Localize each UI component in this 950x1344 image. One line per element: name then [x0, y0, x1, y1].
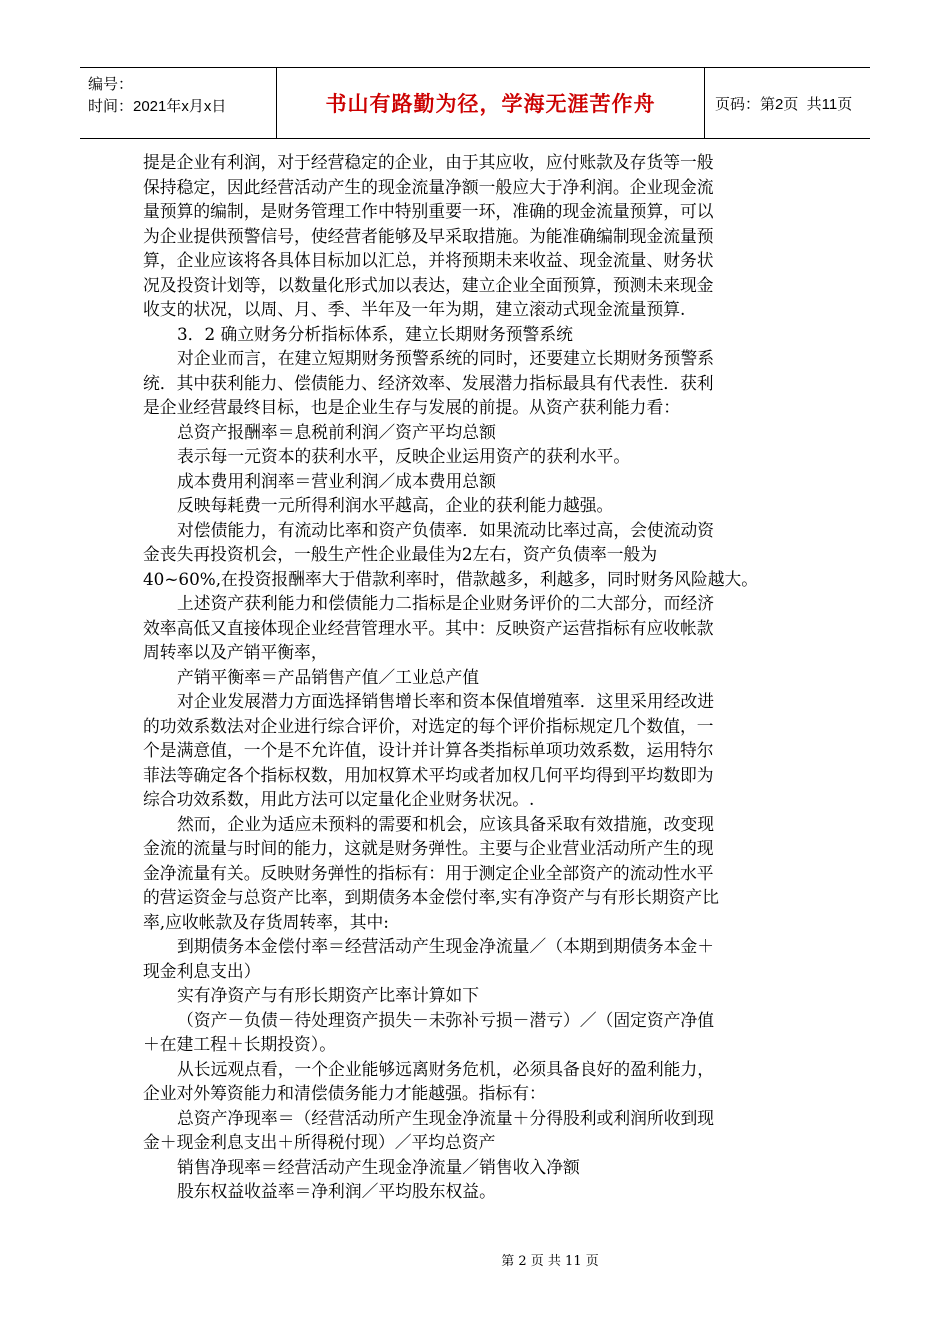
page-header	[80, 67, 870, 139]
body-line: 是企业经营最终目标，也是企业生存与发展的前提。从资产获利能力看：	[143, 397, 681, 417]
header-page-code: 页码：第2页 共11页	[715, 95, 853, 113]
body-line: 综合功效系数，用此方法可以定量化企业财务状况。.	[143, 789, 535, 809]
page-footer: 第 2 页 共 11 页	[501, 1254, 599, 1269]
body-line: 况及投资计划等，以数量化形式加以表达，建立企业全面预算，预测未来现金	[143, 274, 714, 295]
body-line: 的营运资金与总资产比率，到期债务本金偿付率,实有净资产与有形长期资产比	[143, 887, 719, 907]
body-line: 企业对外筹资能力和清偿债务能力才能越强。指标有：	[143, 1083, 546, 1103]
formula-line: 金＋现金利息支出＋所得税付现）／平均总资产	[143, 1132, 496, 1152]
formula-line: 现金利息支出）	[143, 960, 261, 981]
header-meta	[80, 68, 277, 138]
body-line: 的功效系数法对企业进行综合评价，对选定的每个评价指标规定几个数值，一	[143, 715, 714, 736]
header-motto: 书山有路勤为径，学海无涯苦作舟	[277, 68, 705, 138]
body-line: 统．其中获利能力、偿债能力、经济效率、发展潜力指标最具有代表性．获利	[143, 372, 714, 393]
formula-line: 到期债务本金偿付率＝经营活动产生现金净流量／（本期到期债务本金＋	[177, 936, 715, 956]
document-body	[143, 150, 805, 1204]
document-time-label: 时间：2021年x月x日	[88, 98, 227, 115]
body-line: 量预算的编制，是财务管理工作中特别重要一环，准确的现金流量预算，可以	[143, 201, 714, 221]
body-line: 金净流量有关。反映财务弹性的指标有：用于测定企业全部资产的流动性水平	[143, 862, 714, 883]
body-line: 对企业发展潜力方面选择销售增长率和资本保值增殖率．这里采用经改进	[177, 691, 715, 711]
body-line: 周转率以及产销平衡率，	[143, 642, 328, 662]
body-line: 率,应收帐款及存货周转率，其中:	[143, 911, 389, 932]
section-heading: 3．2 确立财务分析指标体系，建立长期财务预警系统	[177, 323, 573, 344]
body-line: 反映每耗费一元所得利润水平越高，企业的获利能力越强。	[177, 495, 614, 515]
formula-line: 销售净现率＝经营活动产生现金净流量／销售收入净额	[177, 1156, 580, 1177]
body-line: 然而，企业为适应未预料的需要和机会，应该具备采取有效措施，改变现	[177, 813, 715, 834]
formula-line: （资产－负债－待处理资产损失－未弥补亏损－潜亏）／（固定资产净值	[177, 1009, 715, 1030]
body-line: 上述资产获利能力和偿债能力二指标是企业财务评价的二大部分，而经济	[177, 593, 715, 613]
body-line: 40~60%,在投资报酬率大于借款利率时，借款越多，利越多，同时财务风险越大。	[143, 568, 759, 589]
body-line: 对偿债能力，有流动比率和资产负债率．如果流动比率过高，会使流动资	[177, 519, 715, 540]
body-line: 实有净资产与有形长期资产比率计算如下	[177, 985, 480, 1005]
formula-line: 股东权益收益率＝净利润／平均股东权益。	[177, 1181, 496, 1201]
formula-line: 总资产净现率＝（经营活动所产生现金净流量＋分得股利或利润所收到现	[177, 1107, 715, 1128]
body-line: 金流的流量与时间的能力，这就是财务弹性。主要与企业营业活动所产生的现	[143, 838, 714, 858]
body-line: 菲法等确定各个指标权数，用加权算术平均或者加权几何平均得到平均数即为	[143, 764, 714, 785]
formula-line: 总资产报酬率＝息税前利润／资产平均总额	[177, 421, 496, 442]
body-line: 表示每一元资本的获利水平，反映企业运用资产的获利水平。	[177, 446, 631, 466]
document-number-label: 编号：	[88, 76, 134, 93]
body-line: 金丧失再投资机会，一般生产性企业最佳为2左右，资产负债率一般为	[143, 544, 658, 564]
body-line: 提是企业有利润，对于经营稳定的企业，由于其应收，应付账款及存货等一般	[143, 152, 714, 172]
body-line: 收支的状况，以周、月、季、半年及一年为期，建立滚动式现金流量预算.	[143, 299, 686, 319]
body-line: 对企业而言，在建立短期财务预警系统的同时，还要建立长期财务预警系	[177, 348, 715, 368]
body-line: 保持稳定，因此经营活动产生的现金流量净额一般应大于净利润。企业现金流	[143, 176, 714, 197]
formula-line: 成本费用利润率＝营业利润／成本费用总额	[177, 470, 496, 491]
formula-line: 产销平衡率＝产品销售产值／工业总产值	[177, 666, 480, 687]
formula-line: ＋在建工程＋长期投资）。	[143, 1034, 336, 1054]
body-line: 算，企业应该将各具体目标加以汇总，并将预期未来收益、现金流量、财务状	[143, 250, 714, 270]
body-line: 个是满意值，一个是不允许值，设计并计算各类指标单项功效系数，运用特尔	[143, 740, 714, 760]
body-line: 为企业提供预警信号，使经营者能够及早采取措施。为能准确编制现金流量预	[143, 225, 714, 246]
body-line: 从长远观点看，一个企业能够远离财务危机，必须具备良好的盈利能力，	[177, 1058, 715, 1079]
body-line: 效率高低又直接体现企业经营管理水平。其中：反映资产运营指标有应收帐款	[143, 617, 714, 638]
